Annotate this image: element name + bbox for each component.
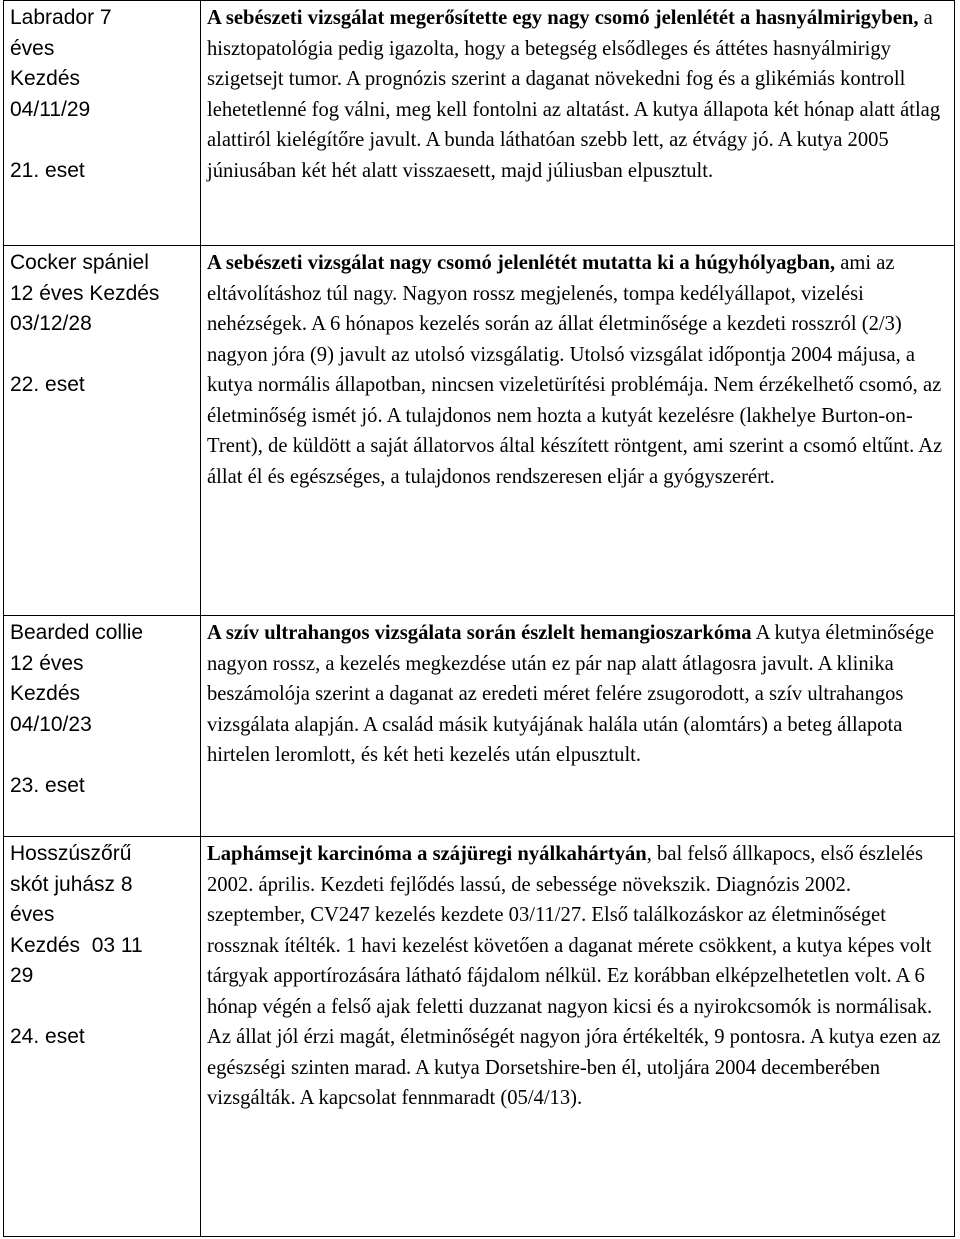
start-label: Kezdés xyxy=(10,67,81,90)
patient-info-cell xyxy=(4,837,201,1237)
case-number: 22. eset xyxy=(10,373,85,396)
breed-line: skót juhász 8 xyxy=(10,872,133,896)
patient-info-cell xyxy=(4,1,201,246)
case-table xyxy=(3,0,955,1237)
case-text: , bal felső állkapocs, első észlelés 2002. április. Kezdeti fejlődés lassú, de sebessége növekszik. Diagnózis 2002. szeptember, CV247 kezelés kezdete 03/11/27. Első találkozáskor az életminőséget rossznak ítélték. 1 havi kezelést követően a daganat mérete csökkent, a kutya képes volt tárgyak apportírozására látható fájdalom nélkül. Ez korábban elképzelhetetlen volt. A 6 hónap végén a felső ajak feletti duzzanat nagyon kicsi és a nyirokcsomók is normálisak. Az állat jól érzi magát, életminőségét nagyon jóra értékelték, 9 pontosra. A kutya ezen az egészségi szinten marad. A kutya Dorsetshire-ben él, utoljára 2004 decemberében vizsgálták. A kapcsolat fennmaradt (05/4/13). xyxy=(207,843,941,1109)
case-finding: A sebészeti vizsgálat megerősítette egy nagy csomó jelenlétét a hasnyálmirigyben, xyxy=(207,7,919,29)
breed-line: Bearded collie xyxy=(10,621,144,644)
breed-line: Labrador 7 xyxy=(10,6,112,29)
start-date: 04/11/29 xyxy=(10,97,91,121)
case-text: ami az eltávolításhoz túl nagy. Nagyon rossz megjelenés, tompa kedélyállapot, vizelési nehézségek. A 6 hónapos kezelés során az állat életminősége a kezdeti rosszról (2/3) nagyon jóra (9) javult az utolsó vizsgálatig. Utolsó vizsgálat időpontja 2004 májusa, a kutya normális állapotban, nincsen vizeletürítési problémája. Nem érzékelhető csomó, az életminőség ismét jó. A tulajdonos nem hozta a kutyát kezelésre (lakhelye Burton-on-Trent), de küldött a saját állatorvos által készített röntgent, ami szerint a csomó eltűnt. Az állat él és egészséges, a tulajdonos rendszeresen eljár a gyógyszerért. xyxy=(207,252,943,488)
start-date: 03/12/28 xyxy=(10,312,92,335)
case-row xyxy=(4,837,955,1237)
case-description-cell xyxy=(201,1,955,246)
case-description-cell xyxy=(201,246,955,616)
start-date: 04/10/23 xyxy=(10,712,92,736)
age-line: 12 éves xyxy=(10,651,84,675)
patient-info-cell xyxy=(4,616,201,837)
start-date: 29 xyxy=(10,964,34,987)
case-finding: Laphámsejt karcinóma a szájüregi nyálkahártyán xyxy=(207,843,647,865)
case-text: a hisztopatológia pedig igazolta, hogy a betegség elsődleges és áttétes hasnyálmirigy szigetsejt tumor. A prognózis szerint a daganat növekedni fog és a glikémiás kontroll lehetetlenné fog válni, meg kell fontolni az altatást. A kutya állapota két hónap alatt átlag alattiról kielégítőre javult. A bunda láthatóan szebb lett, az étvágy jó. A kutya 2005 júniusában két hét alatt visszaesett, majd júliusban elpusztult. xyxy=(207,7,941,182)
case-description-cell xyxy=(201,837,955,1237)
case-text: A kutya életminősége nagyon rossz, a kezelés megkezdése után ez pár nap alatt átlagosra javult. A klinika beszámolója szerint a daganat az eredeti méret felére zsugorodott, a szív ultrahangos vizsgálata alapján. A család másik kutyájának halála után (alomtárs) a beteg állapota hirtelen leromlott, és két heti kezelés után elpusztult. xyxy=(207,622,935,766)
age-start-line: 12 éves Kezdés xyxy=(10,281,160,305)
case-number: 24. eset xyxy=(10,1025,85,1048)
case-description-cell xyxy=(201,616,955,837)
breed-line: Cocker spániel xyxy=(10,251,149,274)
age-line: éves xyxy=(10,36,55,60)
case-row xyxy=(4,1,955,246)
breed-line: Hosszúszőrű xyxy=(10,842,132,865)
case-row xyxy=(4,616,955,837)
case-finding: A sebészeti vizsgálat nagy csomó jelenlétét mutatta ki a húgyhólyagban, xyxy=(207,252,836,274)
start-label: Kezdés xyxy=(10,682,81,705)
patient-info-cell xyxy=(4,246,201,616)
start-date: Kezdés 03 11 xyxy=(10,933,143,957)
case-finding: A szív ultrahangos vizsgálata során észlelt hemangioszarkóma xyxy=(207,622,752,644)
case-row xyxy=(4,246,955,616)
age-line: éves xyxy=(10,903,55,926)
case-number: 21. eset xyxy=(10,158,85,182)
case-number: 23. eset xyxy=(10,773,85,797)
